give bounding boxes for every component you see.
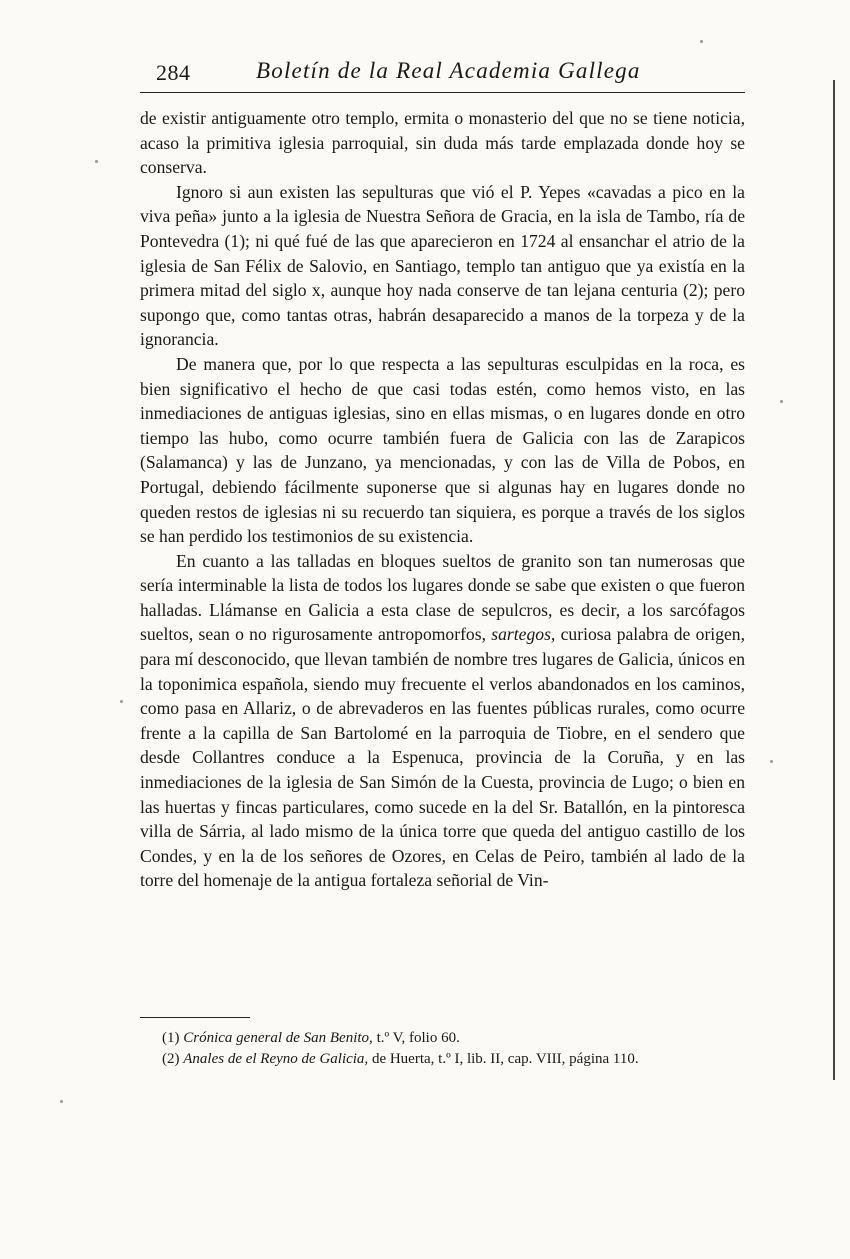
footnote-2 (140, 1049, 745, 1070)
footnote-work-title: Crónica general de San Benito, (183, 1030, 373, 1046)
paragraph-yepes: Ignoro si aun existen las sepulturas que vió el P. Yepes «cavadas a pico en la viva peña» junto a la iglesia de Nuestra Señora de Gracia, en la isla de Tambo, ría de Pontevedra (1); ni qué fué de las que aparecieron en 1724 al ensanchar el atrio de la iglesia de San Félix de Salovio, en Santiago, templo tan antiguo que ya existía en la primera mitad del siglo x, aunque hoy nada conserve de tan lejana centuria (2); pero supongo que, como tantas otras, habrán desaparecido a manos de la torpeza y de la ignorancia. (140, 181, 745, 350)
scan-speck (700, 40, 703, 43)
scan-speck (770, 760, 773, 763)
footnotes (140, 1028, 745, 1070)
page-number: 284 (156, 60, 191, 85)
footnote-work-title: Anales de el Reyno de Galicia, (183, 1051, 369, 1067)
footnote-reference: de Huerta, t.º I, lib. II, cap. VIII, página 110. (371, 1051, 639, 1067)
body-text (140, 106, 745, 893)
footnote-divider (140, 1017, 250, 1018)
scan-speck (120, 700, 123, 703)
running-header (140, 58, 745, 93)
paragraph-continuation: de existir antiguamente otro templo, ermita o monasterio del que no se tiene noticia, acaso la primitiva iglesia parroquial, sin duda más tarde emplazada donde hoy se conserva. (140, 108, 745, 178)
footnote-reference: t.º V, folio 60. (376, 1030, 460, 1046)
scan-speck (60, 1100, 63, 1103)
footnote-marker: (1) (162, 1030, 180, 1046)
footnote-1 (140, 1028, 745, 1049)
scan-speck (95, 160, 98, 163)
paragraph-granite-blocks (140, 549, 745, 893)
scan-margin-line (833, 80, 835, 1080)
scan-speck (780, 400, 783, 403)
running-title: Boletín de la Real Academia Gallega (256, 58, 641, 83)
paragraph-rock-tombs: De manera que, por lo que respecta a las sepulturas esculpidas en la roca, es bien significativo el hecho de que casi todas estén, como hemos visto, en las inmediaciones de antiguas iglesias, sino en ellas mismas, o en lugares donde en otro tiempo las hubo, como ocurre también fuera de Galicia con las de Zarapicos (Salamanca) y las de Junzano, ya mencionadas, y con las de Villa de Pobos, en Portugal, debiendo fácilmente suponerse que si algunas hay en lugares donde no queden restos de iglesias ni su recuerdo tan siquiera, es porque a través de los siglos se han perdido los testimonios de su existencia. (140, 353, 745, 547)
term-sartegos: sartegos, (491, 624, 556, 645)
footnote-marker: (2) (162, 1051, 180, 1067)
paragraph-granite-blocks-end: curiosa palabra de origen, para mí desconocido, que llevan también de nombre tres lugares de Galicia, únicos en la toponimica española, siendo muy frecuente el verlos abandonados en los caminos, como pasa en Allariz, o de abrevaderos en las fuentes públicas rurales, como ocurre frente a la capilla de San Bartolomé en la parroquia de Tiobre, en el sendero que desde Collantres conduce a la Espenuca, provincia de la Coruña, y en las inmediaciones de la iglesia de San Simón de la Cuesta, provincia de Lugo; o bien en las huertas y fincas particulares, como sucede en la del Sr. Batallón, en la pintoresca villa de Sárria, al lado mismo de la única torre que queda del antiguo castillo de los Condes, y en la de los señores de Ozores, en Celas de Peiro, también al lado de la torre del homenaje de la antigua fortaleza señorial de Vin- (140, 624, 745, 891)
paragraph-granite-blocks-start: En cuanto a las talladas en bloques sueltos de granito son tan numerosas que sería interminable la lista de todos los lugares donde se sabe que existen o que fueron halladas. Llámanse en Galicia a esta clase de sepulcros, es decir, a los sarcófagos sueltos, sean o no rigurosamente antropomorfos, (140, 550, 745, 645)
